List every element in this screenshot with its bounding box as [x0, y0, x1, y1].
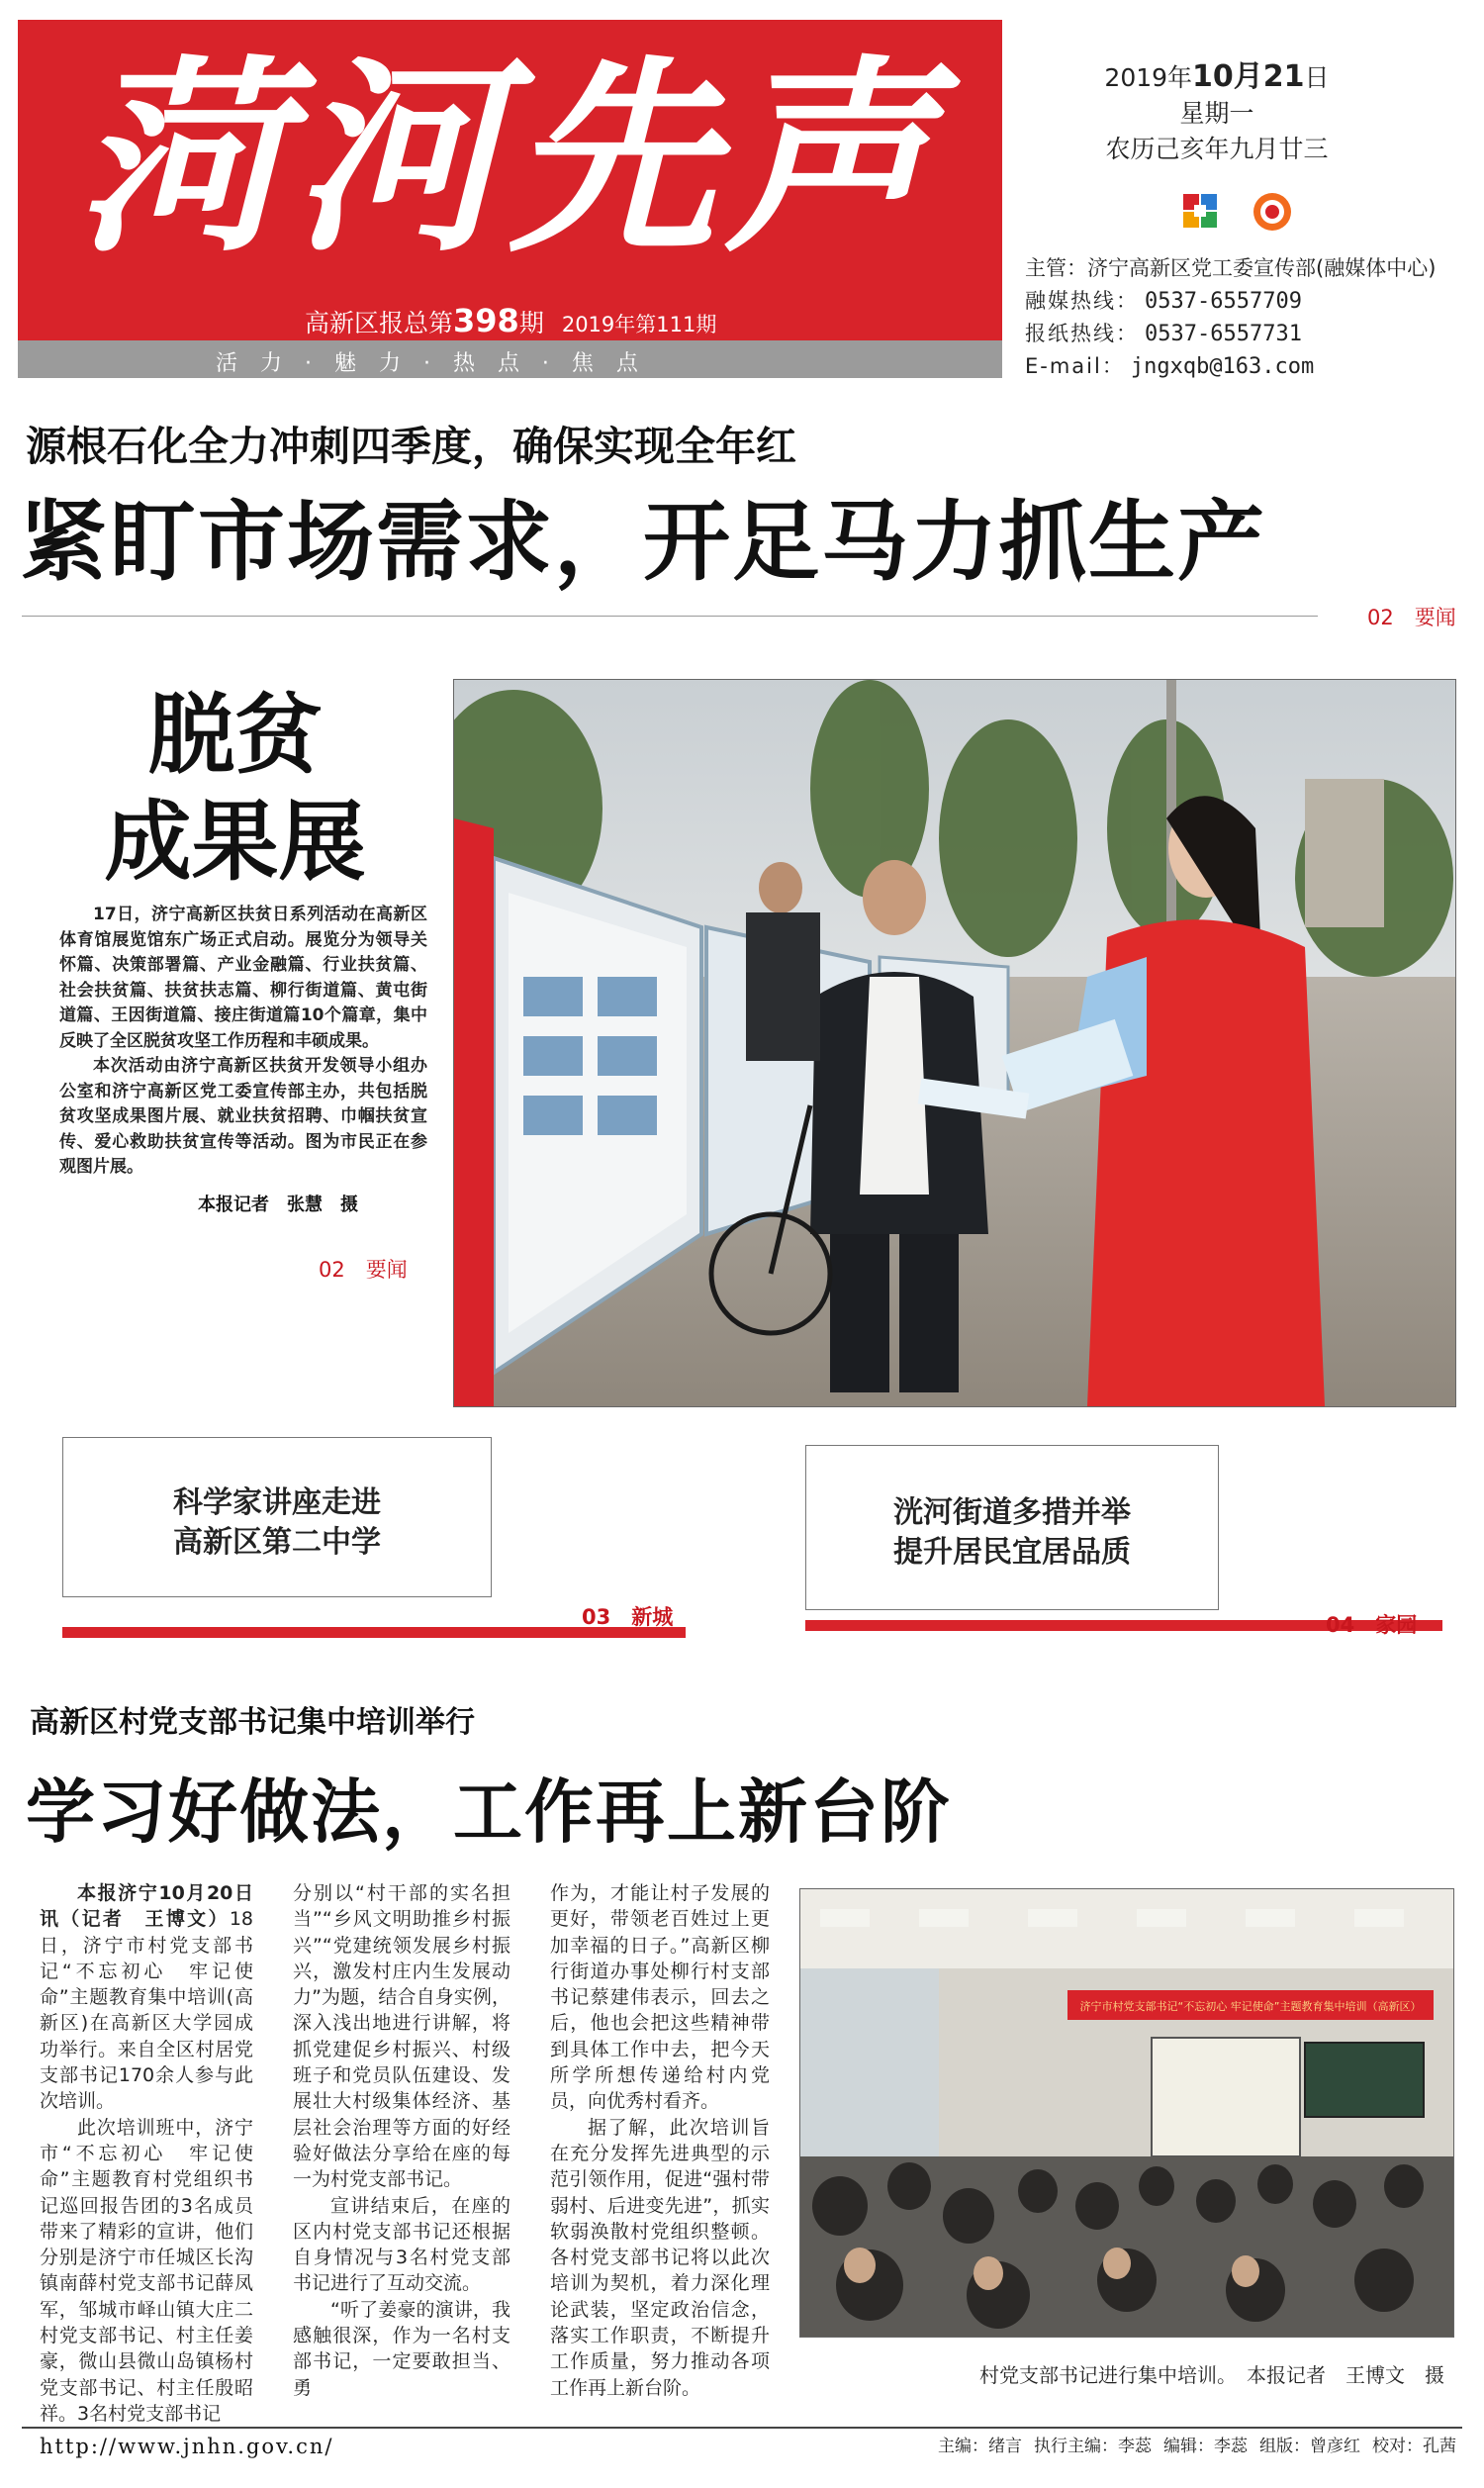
fusion-media-logo-icon — [1253, 193, 1291, 231]
article-paragraph: 宣讲结束后，在座的区内村党支部书记还根据自身情况与3名村党支部书记进行了互动交流。 — [293, 2194, 510, 2295]
contact-info — [1025, 252, 1470, 383]
weekday: 星期一 — [1179, 99, 1254, 128]
media-hotline-number: 0537-6557709 — [1145, 289, 1302, 314]
poverty-photo-credit: 本报记者 张慧 摄 — [198, 1195, 358, 1215]
news-hotline-number: 0537-6557731 — [1145, 322, 1302, 346]
issue-number — [305, 302, 716, 339]
headline2-subtitle: 高新区村党支部书记集中培训举行 — [30, 1705, 475, 1740]
website-link[interactable]: http://www.jnhn.gov.cn/ — [40, 2435, 334, 2458]
date-month: 10月 — [1192, 59, 1263, 94]
masthead-banner — [18, 20, 1002, 378]
credit-exec-editor: 执行主编：李蕊 — [1034, 2437, 1152, 2456]
poverty-paragraph: 本次活动由济宁高新区扶贫开发领导小组办公室和济宁高新区党工委宣传部主办，共包括脱贫攻坚成果图片展、就业扶贫招聘、巾帼扶贫宣传、爱心救助扶贫宣传等活动。图为市民正在参观图片展。 — [59, 1056, 427, 1177]
poverty-article — [59, 903, 427, 1181]
teaser-page-ref[interactable]: 03 新城 — [582, 1605, 674, 1629]
training-photo-image — [800, 1889, 1453, 2337]
teaser-box-science-lecture[interactable] — [62, 1437, 492, 1597]
credit-editor: 编辑：李蕊 — [1163, 2437, 1248, 2456]
year-issue: 2019年第111期 — [561, 313, 717, 336]
slogan-band — [18, 340, 1002, 378]
teaser-page-ref[interactable]: 04 家园 — [1326, 1613, 1418, 1637]
date-day-suffix: 日 — [1304, 63, 1330, 92]
date-year: 2019年 — [1104, 63, 1193, 92]
media-hotline-label: 融媒热线： — [1025, 289, 1139, 313]
date-block — [1049, 59, 1385, 167]
exhibition-photo — [453, 679, 1456, 1407]
issue-total-number: 398 — [453, 302, 519, 339]
teaser-box-guanghe-street[interactable] — [805, 1445, 1219, 1610]
issue-suffix: 期 — [518, 309, 544, 337]
date-day: 21 — [1262, 59, 1305, 94]
training-photo-caption: 村党支部书记进行集中培训。 本报记者 王博文 摄 — [979, 2363, 1444, 2387]
exhibition-photo-image — [454, 680, 1455, 1406]
poverty-title — [59, 681, 411, 895]
article-lead: 本报济宁10月20日讯（记者 王博文） — [40, 1882, 253, 1931]
media-logos — [1175, 188, 1304, 238]
news-hotline-label: 报纸热线： — [1025, 322, 1139, 345]
teaser-line1: 洸河街道多措并举 — [893, 1495, 1131, 1530]
credit-proofread: 校对：孔茜 — [1372, 2437, 1456, 2456]
party-media-logo-icon — [1183, 194, 1217, 228]
article-paragraph: 此次培训班中，济宁市“不忘初心 牢记使命”主题教育村党组织书记巡回报告团的3名成员带来了精彩的宣讲，他们分别是济宁市任城区长沟镇南薛村党支部书记薛凤军，邹城市峄山镇大庄二村党支部书记、村主任姜豪，微山县微山岛镇杨村党支部书记、村主任殷昭祥。3名村党支部书记 — [40, 2116, 253, 2425]
media-hotline-line — [1025, 285, 1470, 318]
email-address[interactable]: jngxqb@163.com — [1130, 354, 1315, 379]
editorial-credits — [938, 2432, 1468, 2456]
issue-prefix: 高新区报总第 — [305, 309, 454, 337]
divider — [22, 616, 1318, 617]
newspaper-title: 菏河先声 — [77, 36, 941, 280]
article-column-2 — [293, 1880, 510, 2401]
slogan: 活 力 · 魅 力 · 热 点 · 焦 点 — [216, 351, 646, 376]
article-paragraph: 据了解，此次培训旨在充分发挥先进典型的示范引领作用，促进“强村带弱村、后进变先进”，抓实软弱涣散村党组织整顿。各村党支部书记将以此次培训为契机，着力深化理论武装，坚定政治信念，落实工作职责，不断提升工作质量，努力推动各项工作再上新台阶。 — [550, 2116, 770, 2399]
news-hotline-line — [1025, 318, 1470, 350]
headline1-title[interactable]: 紧盯市场需求，开足马力抓生产 — [20, 491, 1267, 593]
email-line — [1025, 350, 1470, 383]
credit-editor-chief: 主编：绪言 — [938, 2437, 1022, 2456]
lunar-date: 农历己亥年九月廿三 — [1105, 135, 1329, 163]
teaser-line1: 科学家讲座走进 — [173, 1485, 381, 1520]
training-banner-text: 济宁市村党支部书记“不忘初心 牢记使命”主题教育集中培训（高新区） — [1079, 2000, 1422, 2013]
credit-layout: 组版：曾彦红 — [1259, 2437, 1360, 2456]
article-text: 18日，济宁市村党支部书记“不忘初心 牢记使命”主题教育集中培训(高新区)在高新区大学园成功举行。来自全区村居党支部书记170余人参与此次培训。 — [40, 1908, 253, 2113]
teaser-line2: 提升居民宜居品质 — [893, 1535, 1131, 1570]
training-photo — [799, 1888, 1454, 2338]
article-column-3 — [550, 1880, 770, 2401]
article-paragraph: “听了姜豪的演讲，我感触很深，作为一名村支部书记，一定要敢担当、勇 — [293, 2298, 510, 2399]
email-label: E-mail： — [1025, 354, 1125, 378]
poverty-title-line2: 成果展 — [104, 790, 366, 893]
article-paragraph: 分别以“村干部的实名担当”“乡风文明助推乡村振兴”“党建统领发展乡村振兴，激发村庄内生发展动力”为题，结合自身实例，深入浅出地进行讲解，将抓党建促乡村振兴、村级班子和党员队伍建设、发展壮大村级集体经济、基层社会治理等方面的好经验好做法分享给在座的每一为村党支部书记。 — [293, 1882, 510, 2191]
teaser-text — [63, 1483, 491, 1563]
article-column-1 — [40, 1880, 253, 2427]
poverty-paragraph: 17日，济宁高新区扶贫日系列活动在高新区体育馆展览馆东广场正式启动。展览分为领导关怀篇、决策部署篇、产业金融篇、行业扶贫篇、社会扶贫篇、扶贫扶志篇、柳行街道篇、黄屯街道篇、王因街道篇、接庄街道篇10个篇章，集中反映了全区脱贫攻坚工作历程和丰硕成果。 — [59, 905, 427, 1051]
footer-divider — [22, 2427, 1462, 2429]
poverty-title-line1: 脱贫 — [147, 683, 323, 786]
sponsor-line: 主管：济宁高新区党工委宣传部(融媒体中心) — [1025, 256, 1437, 280]
poverty-page-ref[interactable]: 02 要闻 — [319, 1258, 408, 1282]
article-paragraph: 作为，才能让村子发展的更好，带领老百姓过上更加幸福的日子。”高新区柳行街道办事处柳行村支部书记蔡建伟表示，回去之后，他也会把这些精神带到具体工作中去，把今天所学所想传递给村内党员，向优秀村看齐。 — [550, 1882, 770, 2113]
teaser-text — [806, 1493, 1218, 1573]
headline1-subtitle: 源根石化全力冲刺四季度，确保实现全年红 — [26, 423, 796, 470]
headline1-page-ref[interactable]: 02 要闻 — [1367, 606, 1456, 629]
headline2-title[interactable]: 学习好做法，工作再上新台阶 — [26, 1771, 952, 1853]
teaser-line2: 高新区第二中学 — [173, 1525, 381, 1560]
date-line — [1049, 59, 1385, 96]
